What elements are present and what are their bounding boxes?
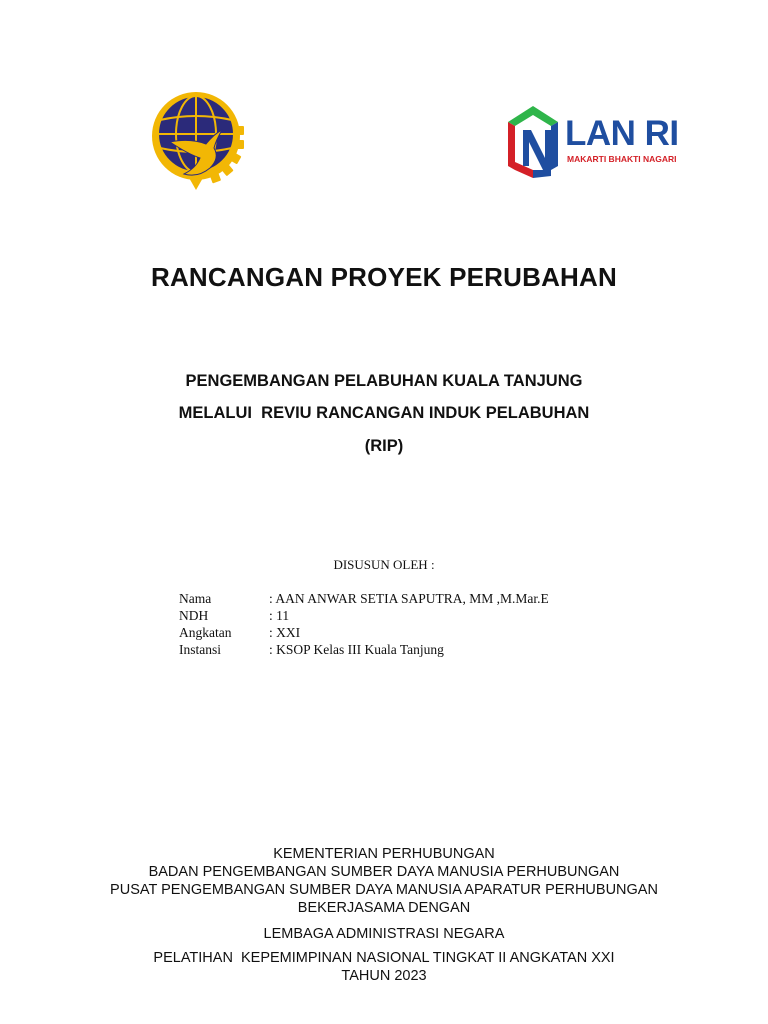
lan-ri-tagline: MAKARTI BHAKTI NAGARI (567, 154, 677, 164)
footer-agency: BADAN PENGEMBANGAN SUMBER DAYA MANUSIA PERHUBUNGAN (148, 864, 620, 880)
lan-ri-logo (503, 100, 683, 180)
globe-grid (158, 96, 234, 172)
author-info (179, 590, 549, 658)
footer-cooperation: BEKERJASAMA DENGAN (297, 900, 471, 916)
institution-footer (0, 845, 768, 985)
footer-training: PELATIHAN KEPEMIMPINAN NASIONAL TINGKAT II ANGKATAN XXI (153, 950, 615, 966)
footer-center: PUSAT PENGEMBANGAN SUMBER DAYA MANUSIA APARATUR PERHUBUNGAN (110, 882, 658, 898)
prepared-by-label: DISUSUN OLEH : (333, 557, 435, 572)
author-value: : AAN ANWAR SETIA SAPUTRA, MM ,M.Mar.E (269, 591, 549, 606)
footer-partner: LEMBAGA ADMINISTRASI NEGARA (263, 926, 505, 942)
author-value: : XXI (269, 625, 301, 640)
lan-ri-brand: LAN RI (565, 114, 679, 153)
footer-year: TAHUN 2023 (341, 968, 427, 984)
author-label: Instansi (179, 642, 221, 657)
author-label: NDH (179, 608, 209, 623)
subtitle-line-2: MELALUI REVIU RANCANGAN INDUK PELABUHAN (178, 404, 590, 422)
document-title: RANCANGAN PROYEK PERUBAHAN (150, 262, 617, 292)
author-row-instansi (179, 641, 549, 658)
author-row-ndh (179, 607, 549, 624)
author-row-name (179, 590, 549, 607)
author-label: Angkatan (179, 625, 232, 640)
author-value: : 11 (269, 608, 290, 623)
author-label: Nama (179, 591, 212, 606)
subtitle-line-1: PENGEMBANGAN PELABUHAN KUALA TANJUNG (185, 372, 583, 390)
author-row-angkatan (179, 624, 549, 641)
subtitle-line-3: (RIP) (364, 437, 404, 455)
footer-ministry: KEMENTERIAN PERHUBUNGAN (273, 846, 495, 862)
ministry-of-transport-emblem-icon (150, 82, 246, 192)
author-value: : KSOP Kelas III Kuala Tanjung (269, 642, 444, 657)
